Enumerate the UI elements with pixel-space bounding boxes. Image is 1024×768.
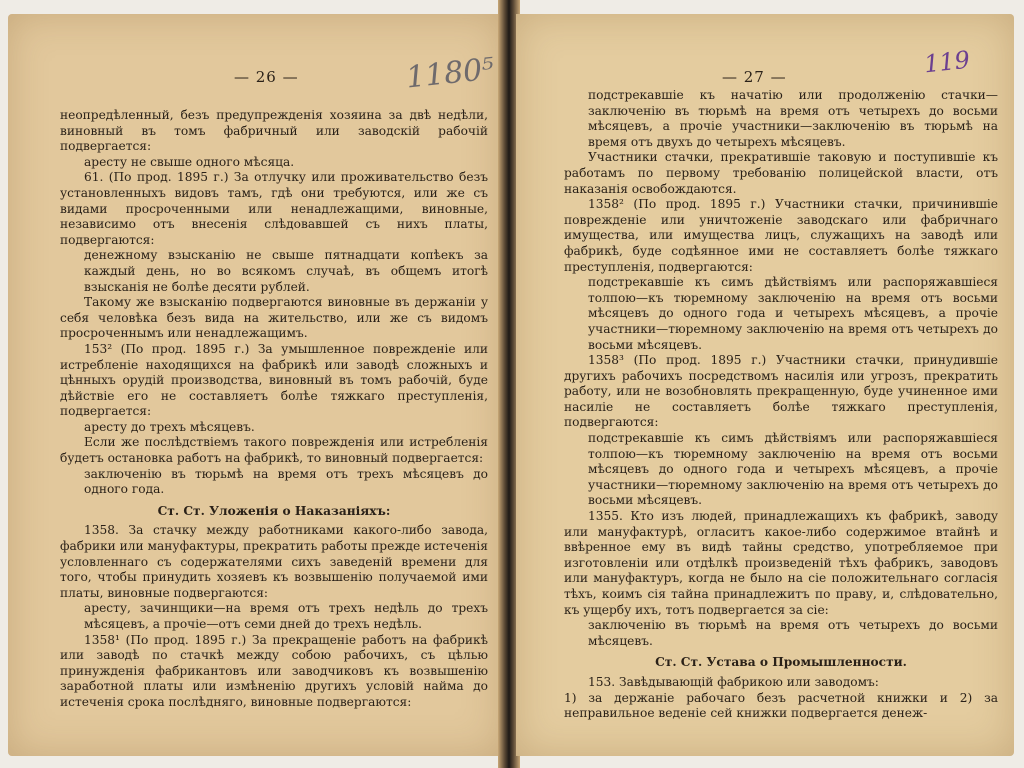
paragraph: аресту не свыше одного мѣсяца.: [84, 154, 295, 169]
paragraph: 1358. За стачку между работниками какого-либо завода, фабрики или мануфактуры, прекратить работы прежде истеченія условленнаго съ содержателями сихъ заведеній времени для того, чтобы принудить хозяевъ къ возвышенію получаемой ими платы, виновные подвергаются:: [60, 523, 488, 600]
paragraph: 153. Завѣдывающій фабрикою или заводомъ:: [588, 674, 879, 689]
paragraph: 1355. Кто изъ людей, принадлежащихъ къ фабрикѣ, заводу или мануфактурѣ, огласитъ какое-либо содержимое втайнѣ и ввѣренное ему въ видѣ тайны средство, употребляемое при изготовленіи или отдѣлкѣ произведеній тѣхъ фабрикъ, заводовъ или мануфактуръ, когда не было на сіе положительнаго согласія тѣхъ, коимъ сія тайна принадлежитъ по праву, и, слѣдовательно, къ ущербу ихъ, тотъ подвергается за сіе:: [564, 509, 998, 617]
page-number: — 27 —: [722, 68, 787, 86]
paragraph: денежному взысканію не свыше пятнадцати копѣекъ за каждый день, но во всякомъ случаѣ, въ общемъ итогѣ взысканія не болѣе десяти рублей.: [84, 248, 488, 294]
paragraph: 1) за держаніе рабочаго безъ расчетной книжки и 2) за неправильное веденіе сей книжки подвергается денеж-: [564, 690, 998, 721]
page-number: — 26 —: [234, 68, 299, 86]
paragraph: аресту до трехъ мѣсяцевъ.: [84, 419, 255, 434]
paragraph: неопредѣленный, безъ предупрежденія хозяина за двѣ недѣли, виновный въ томъ фабричный или заводскій рабочій подвергается:: [60, 108, 488, 154]
paragraph: заключенію въ тюрьмѣ на время отъ трехъ мѣсяцевъ до одного года.: [84, 466, 488, 497]
paragraph: подстрекавшіе къ симъ дѣйствіямъ или распоряжавшіеся толпою—къ тюремному заключенію на время отъ восьми мѣсяцевъ до одного года и четырехъ мѣсяцевъ, а прочіе участники—тюремному заключенію на время отъ четырехъ до восьми мѣсяцевъ.: [588, 275, 998, 352]
paragraph: аресту, зачинщики—на время отъ трехъ недѣль до трехъ мѣсяцевъ, а прочіе—отъ семи дней до трехъ недѣль.: [84, 601, 488, 631]
paragraph: 1358¹ (По прод. 1895 г.) За прекращеніе работъ на фабрикѣ или заводѣ по стачкѣ между собою рабочихъ, съ цѣлью принужденія фабрикантовъ или заводчиковъ къ возвышенію заработной платы или измѣненію другихъ условій найма до истеченія срока послѣдняго, виновные подвергаются:: [60, 632, 488, 709]
archive-mark: 1180⁵: [404, 51, 496, 96]
page-text: [60, 108, 488, 711]
paragraph: Участники стачки, прекратившіе таковую и поступившіе къ работамъ по первому требованію полицейской власти, отъ наказанія освобождаются.: [564, 150, 998, 196]
paragraph: подстрекавшіе къ симъ дѣйствіямъ или распоряжавшіеся толпою—къ тюремному заключенію на время отъ восьми мѣсяцевъ до одного года и четырехъ мѣсяцевъ, а прочіе участники—тюремному заключенію на время отъ четырехъ до восьми мѣсяцевъ.: [588, 431, 998, 508]
archive-mark: 119: [922, 45, 972, 79]
paragraph: 1358³ (По прод. 1895 г.) Участники стачки, принудившіе другихъ рабочихъ посредствомъ насилія или угрозъ, прекратить работу, или не возобновлять прекращенную, буде учиненное ими насиліе не составляетъ болѣе тяжкаго преступленія, подвергаются:: [564, 353, 998, 430]
paragraph: подстрекавшіе къ начатію или продолженію стачки—заключенію въ тюрьмѣ на время отъ четырехъ до восьми мѣсяцевъ, а прочіе участники—заключенію въ тюрьмѣ на время отъ двухъ до четырехъ мѣсяцевъ.: [588, 88, 998, 149]
section-heading: Ст. Ст. Устава о Промышленности.: [655, 655, 907, 670]
right-page: [516, 14, 1014, 756]
page-text: [564, 88, 998, 722]
paragraph: 61. (По прод. 1895 г.) За отлучку или проживательство безъ установленныхъ видовъ тамъ, гдѣ они требуются, или же съ видами просроченными или ненадлежащими, виновные, независимо отъ внесенія слѣдовавшей съ нихъ платы, подвергаются:: [60, 170, 488, 247]
section-heading: Ст. Ст. Уложенія о Наказаніяхъ:: [157, 503, 391, 518]
paragraph: Такому же взысканію подвергаются виновные въ держаніи у себя человѣка безъ вида на жительство, или же съ видомъ просроченнымъ или ненадлежащимъ.: [60, 295, 488, 341]
paragraph: заключенію въ тюрьмѣ на время отъ четырехъ до восьми мѣсяцевъ.: [588, 618, 998, 648]
paragraph: 1358² (По прод. 1895 г.) Участники стачки, причинившіе поврежденіе или уничтоженіе заводскаго или фабричнаго имущества, или имущества лицъ, служащихъ на заводѣ или фабрикѣ, буде содѣянное ими не составляетъ болѣе тяжкаго преступленія, подвергаются:: [564, 197, 998, 274]
paragraph: Если же послѣдствіемъ такого поврежденія или истребленія будетъ остановка работъ на фабрикѣ, то виновный подвергается:: [60, 435, 488, 466]
paragraph: 153² (По прод. 1895 г.) За умышленное поврежденіе или истребленіе находящихся на фабрикѣ или заводѣ сложныхъ и цѣнныхъ орудій производства, виновный въ томъ рабочій, буде дѣйствіе его не составляетъ болѣе тяжкаго преступленія, подвергается:: [60, 341, 488, 419]
left-page: [8, 14, 502, 756]
